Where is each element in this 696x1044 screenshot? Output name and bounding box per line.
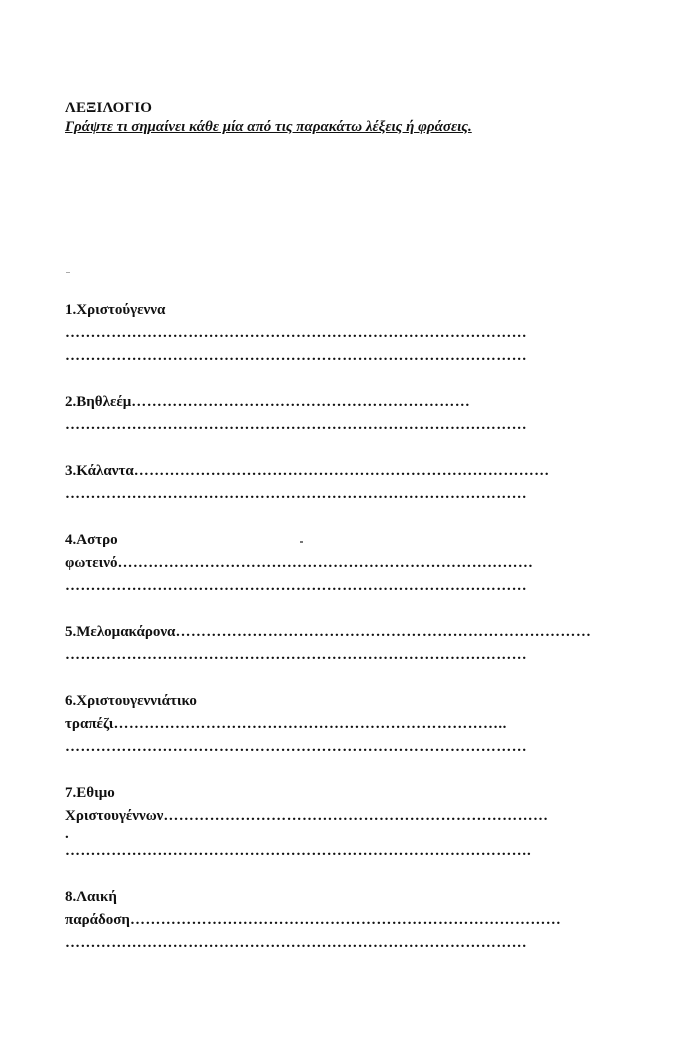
entry-label: 8.Λαική: [65, 889, 117, 905]
worksheet-instruction: Γράψτε τι σημαίνει κάθε μία από τις παρακάτω λέξεις ή φράσεις.: [65, 119, 472, 135]
answer-line[interactable]: ………………………………………………………………………………: [65, 325, 527, 341]
worksheet-header: [65, 99, 665, 137]
answer-line[interactable]: ………………………………………………………………………: [175, 624, 592, 640]
stray-dot: .: [65, 826, 69, 842]
vocabulary-entry: [65, 529, 655, 598]
vocabulary-entry: [65, 299, 655, 368]
entry-label-continued: τραπέζι: [65, 716, 114, 732]
answer-line[interactable]: ………………………………………………………………………………: [65, 348, 527, 364]
answer-line[interactable]: …………………………………………………………………..: [113, 716, 507, 732]
entry-label: 3.Κάλαντα: [65, 463, 134, 479]
vocabulary-entry: [65, 886, 655, 955]
answer-line[interactable]: ………………………………………………………………………………: [65, 935, 527, 951]
entry-label-continued: παράδοση: [65, 912, 130, 928]
answer-line[interactable]: ………………………………………………………………………: [133, 463, 550, 479]
vocabulary-entry: [65, 460, 655, 506]
vocabulary-entry: [65, 782, 655, 863]
scan-speck: [66, 272, 70, 273]
answer-line[interactable]: ……………………………………………………………………………….: [65, 843, 532, 859]
entry-label-continued: φωτεινό: [65, 555, 118, 571]
answer-line[interactable]: …………………………………………………………………: [163, 808, 549, 824]
answer-line[interactable]: ………………………………………………………………………: [117, 555, 534, 571]
vocabulary-entry: [65, 690, 655, 759]
vocabulary-list: [65, 299, 655, 978]
vocabulary-entry: [65, 391, 655, 437]
vocabulary-entry: [65, 621, 655, 667]
entry-label-row: [65, 391, 655, 414]
entry-label: 1.Χριστούγεννα: [65, 302, 166, 318]
entry-label: 7.Εθιμο: [65, 785, 115, 801]
entry-label-row: [65, 909, 655, 932]
worksheet-title: ΛΕΞΙΛΟΓΙΟ: [65, 100, 153, 116]
entry-label-row: [65, 460, 655, 483]
entry-label: 6.Χριστουγεννιάτικο: [65, 693, 197, 709]
entry-label-row: [65, 805, 655, 828]
entry-label: 5.Μελομακάρονα: [65, 624, 176, 640]
answer-line[interactable]: …………………………………………………………………………: [129, 912, 562, 928]
answer-line[interactable]: …………………………………………………………: [131, 394, 471, 410]
answer-line[interactable]: ………………………………………………………………………………: [65, 739, 527, 755]
entry-label-row: [65, 713, 655, 736]
entry-label-continued: Χριστουγέννων: [65, 808, 164, 824]
answer-line[interactable]: ………………………………………………………………………………: [65, 486, 527, 502]
entry-label-row: [65, 621, 655, 644]
entry-label: 4.Αστρο: [65, 532, 118, 548]
answer-line[interactable]: ………………………………………………………………………………: [65, 578, 527, 594]
answer-line[interactable]: ………………………………………………………………………………: [65, 647, 527, 663]
entry-label-row: [65, 552, 655, 575]
entry-label: 2.Βηθλεέμ: [65, 394, 132, 410]
answer-line[interactable]: ………………………………………………………………………………: [65, 417, 527, 433]
